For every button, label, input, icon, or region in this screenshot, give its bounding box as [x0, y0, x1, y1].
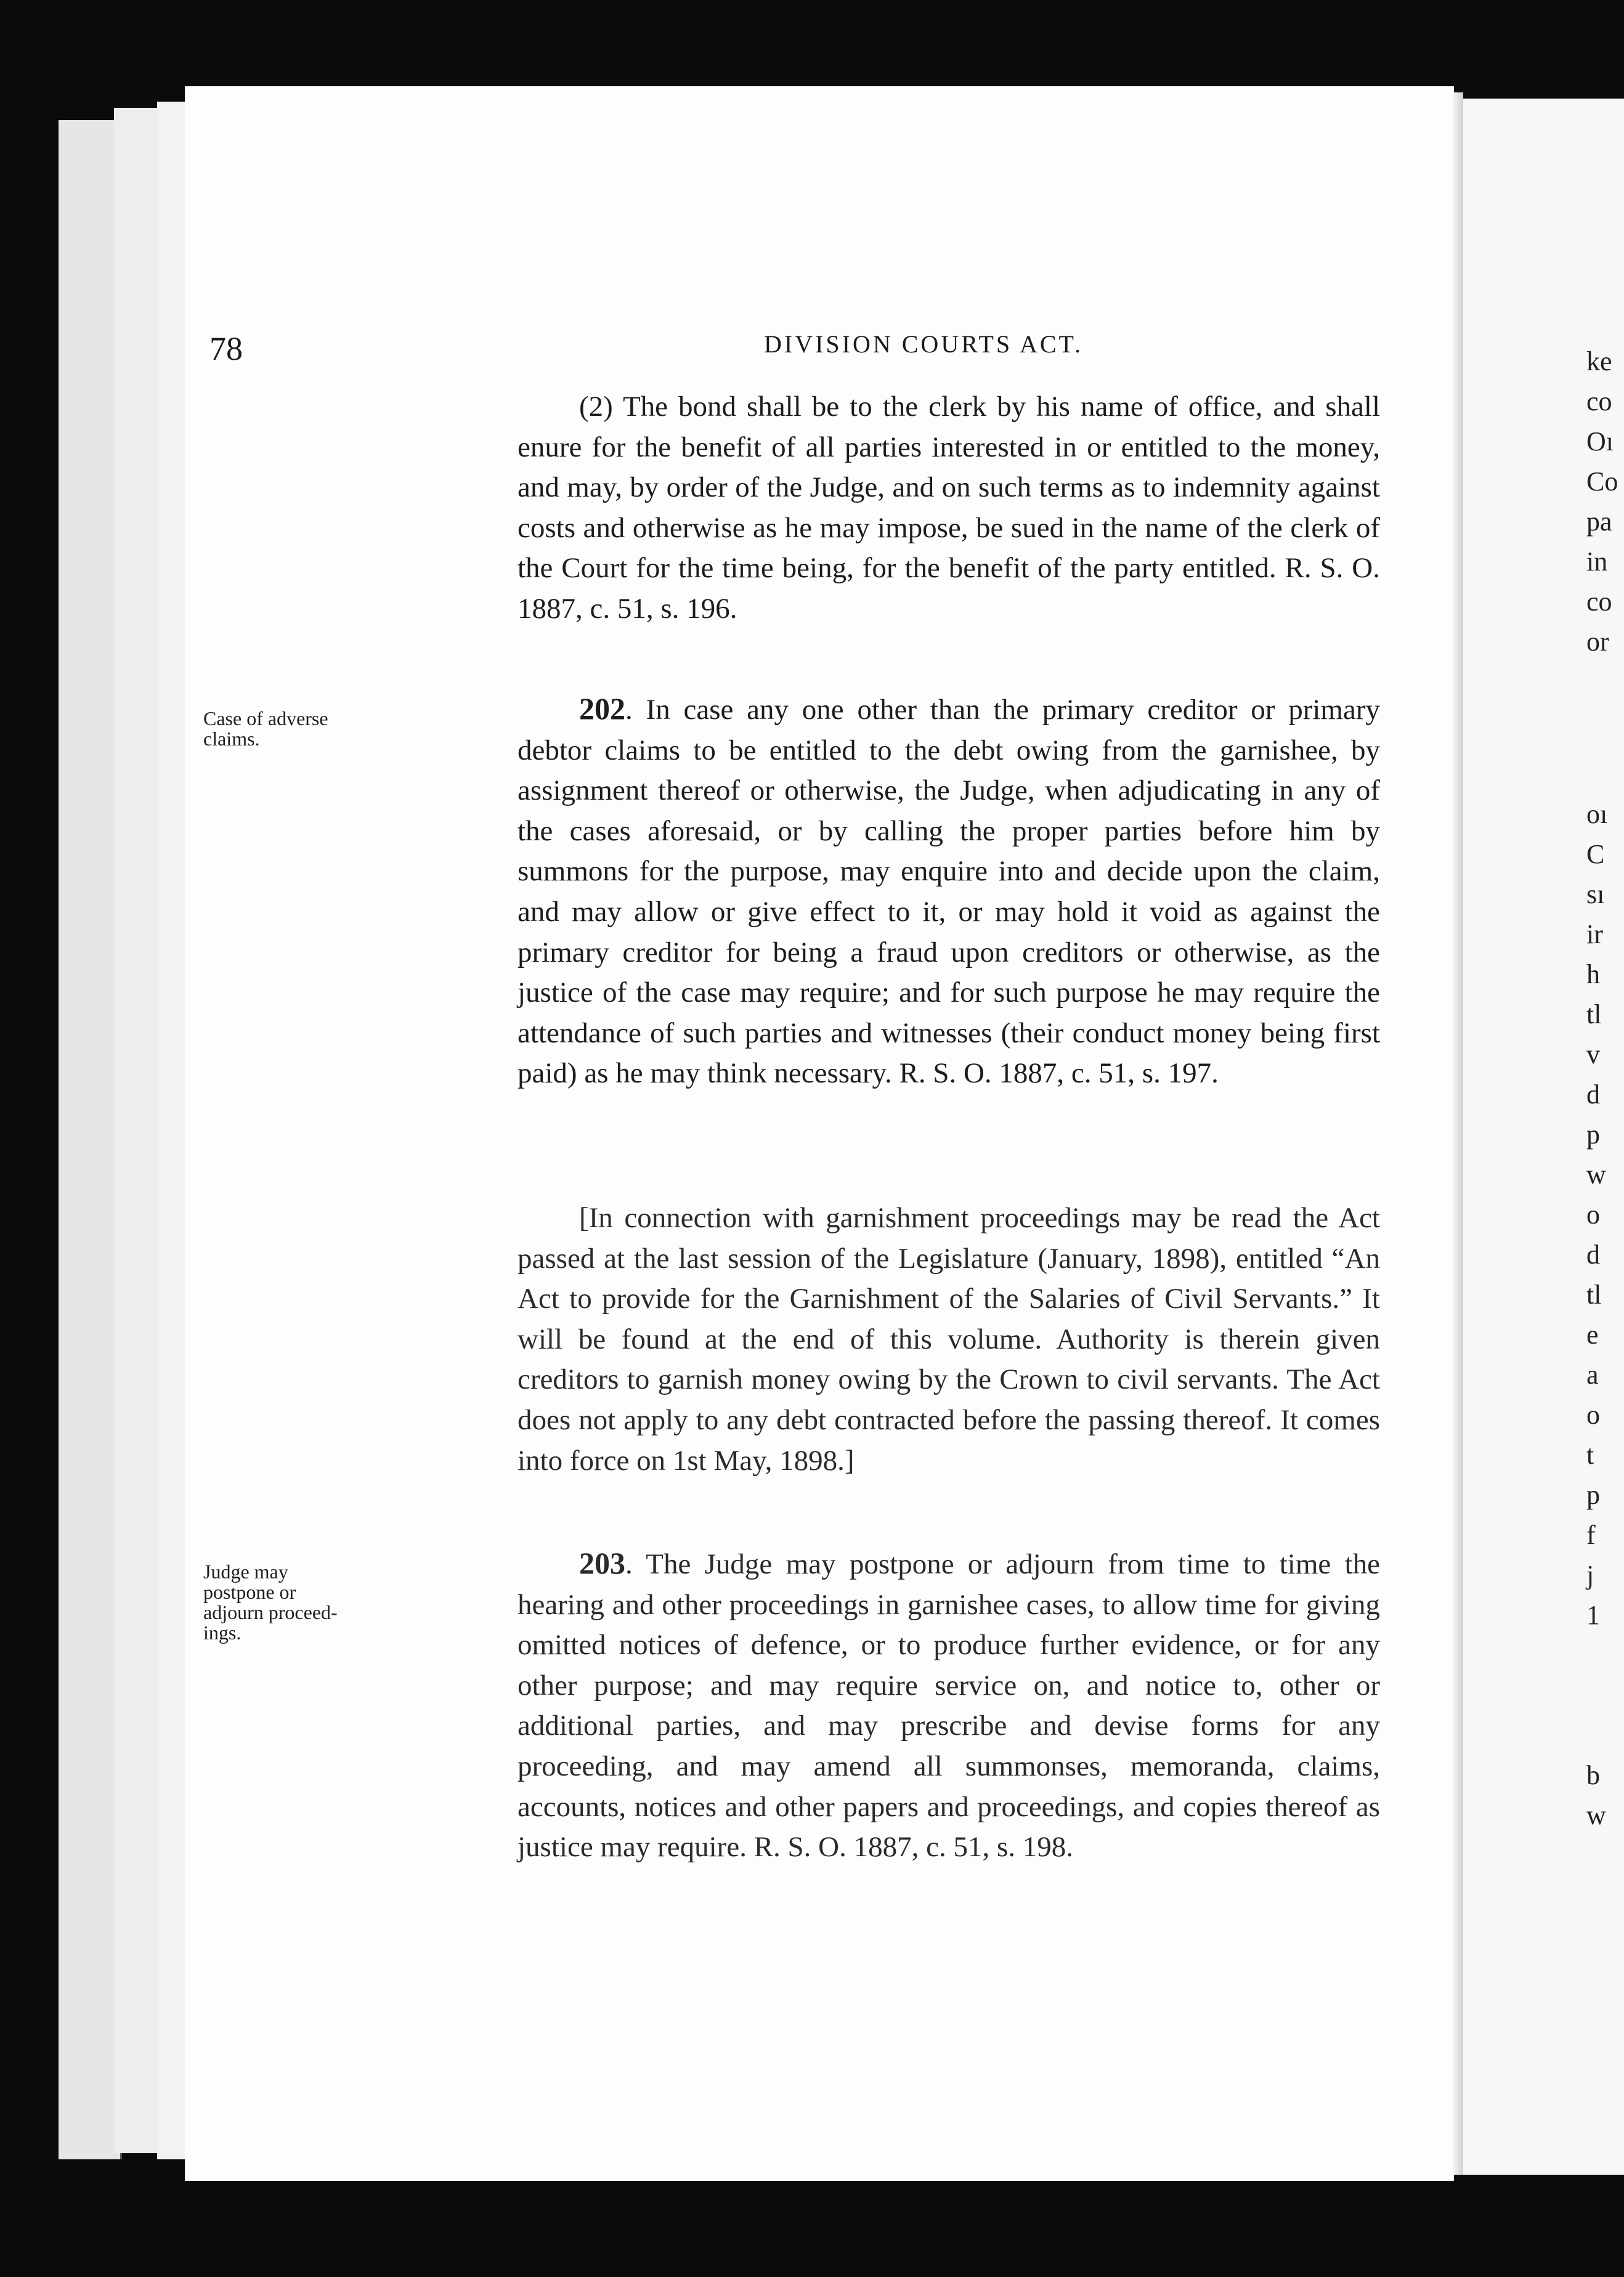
- facing-page-fragment: in: [1586, 546, 1608, 577]
- facing-page-fragment: d: [1586, 1240, 1600, 1270]
- facing-page-fragment: ke: [1586, 346, 1612, 376]
- section-203: [518, 1543, 1380, 1868]
- page-header: [209, 323, 1538, 367]
- page-number: 78: [209, 330, 243, 367]
- page-edge: [59, 120, 122, 2159]
- marginal-note-adverse-claims: Case of adverse claims.: [203, 707, 328, 750]
- marginal-note-postpone: Judge may postpone or adjourn proceed- ings.: [203, 1561, 338, 1644]
- facing-page-fragment: v: [1586, 1039, 1600, 1070]
- facing-page: [1463, 99, 1624, 2175]
- facing-page-fragment: p: [1586, 1480, 1600, 1510]
- running-title: DIVISION COURTS ACT.: [764, 330, 1083, 358]
- facing-page-fragment: co: [1586, 386, 1612, 416]
- facing-page-fragment: co: [1586, 586, 1612, 617]
- section-text: . In case any one other than the primary creditor or primary debtor claims to be entitled to the debt owing from the garnishee, by assignment thereof or otherwise, the Judge, when adjudicating in any of the cases aforesaid, or by calling the proper parties before him by summons for the purpose, may enquire into and decide upon the claim, and may allow or give effect to it, or may hold it void as against the primary creditor for being a fraud upon creditors or otherwise, as the justice of the case may require; and for such purpose he may require the attendance of such parties and witnesses (their conduct money being first paid) as he may think necessary. R. S. O. 1887, c. 51, s. 197.: [518, 694, 1380, 1090]
- facing-page-fragment: tl: [1586, 999, 1602, 1029]
- facing-page-fragment: a: [1586, 1360, 1599, 1390]
- section-202: [518, 689, 1380, 1094]
- facing-page-fragment: w: [1586, 1159, 1606, 1190]
- facing-page-fragment: o: [1586, 1199, 1600, 1230]
- facing-page-fragment: tl: [1586, 1280, 1602, 1310]
- facing-page-fragment: e: [1586, 1320, 1599, 1350]
- facing-page-fragment: sı: [1586, 879, 1605, 909]
- facing-page-fragment: f: [1586, 1520, 1596, 1550]
- facing-page-fragment: t: [1586, 1440, 1594, 1470]
- facing-page-fragment: pa: [1586, 506, 1612, 537]
- facing-page-fragment: w: [1586, 1800, 1606, 1830]
- facing-page-fragment: Oı: [1586, 426, 1614, 457]
- facing-page-fragment: oı: [1586, 799, 1608, 829]
- facing-page-fragment: Co: [1586, 466, 1618, 497]
- facing-page-fragment: j: [1586, 1560, 1594, 1590]
- section-number: 203: [579, 1546, 625, 1580]
- gutter-shadow: [1451, 92, 1463, 2175]
- facing-page-fragment: p: [1586, 1119, 1600, 1150]
- editorial-note: [In connection with garnishment proceedings may be read the Act passed at the last session of the Legislature (January, 1898), entitled “An Act to provide for the Garnishment of the Salaries of Civil Servants.” It will be found at the end of this volume. Authority is therein given creditors to garnish money owing by the Crown to civil servants. The Act does not apply to any debt contracted before the passing thereof. It comes into force on 1st May, 1898.]: [518, 1202, 1380, 1477]
- facing-page-fragment: ir: [1586, 919, 1603, 949]
- section-number: 202: [579, 691, 625, 726]
- facing-page-fragment: C: [1586, 839, 1605, 869]
- facing-page-fragment: or: [1586, 627, 1609, 657]
- facing-page-fragment: h: [1586, 959, 1600, 989]
- facing-page-fragment: 1: [1586, 1600, 1600, 1630]
- paragraph-bond: (2) The bond shall be to the clerk by his name of office, and shall enure for the benefit of all parties interested in or entitled to the money, and may, by order of the Judge, and on such terms as to indemnity against costs and otherwise as he may impose, be sued in the name of the clerk of the Court for the time being, for the benefit of the party entitled. R. S. O. 1887, c. 51, s. 196.: [518, 391, 1380, 625]
- facing-page-fragment: o: [1586, 1400, 1600, 1430]
- facing-page-fragment: d: [1586, 1079, 1600, 1110]
- section-text: . The Judge may postpone or adjourn from time to time the hearing and other proceedings in garnishee cases, to allow time for giving omitted notices of defence, or to produce further evidence, or for any other purpose; and may require service on, and notice to, other or additional parties, and may prescribe and devise forms for any proceeding, and may amend all summonses, memoranda, claims, accounts, notices and other papers and proceedings, and copies thereof as justice may require. R. S. O. 1887, c. 51, s. 198.: [518, 1548, 1380, 1864]
- facing-page-fragment: b: [1586, 1760, 1600, 1790]
